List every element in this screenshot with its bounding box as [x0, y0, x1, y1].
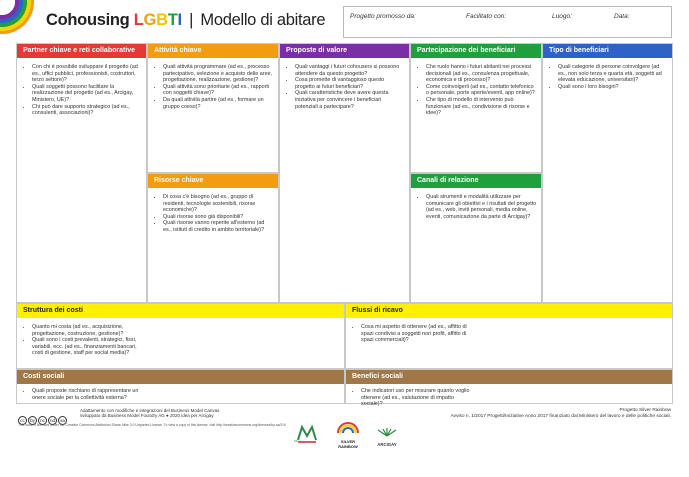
panel-partecipazione-title: Partecipazione dei beneficiari	[411, 44, 541, 58]
cc-by-icon: by	[28, 416, 37, 425]
list-item: • Come coinvolgerli (ad es., contatto telefonico o personale, porte aperte/eventi, app online)?	[426, 84, 537, 97]
panel-benefici-list	[352, 388, 471, 408]
list-item: • Cosa mi aspetto di ottenere (ad es., affitto di spazi condivisi a soggetti non profit, affitto di spazi commerciali)?	[361, 324, 471, 344]
list-item: • Che indicatori uso per misurare quanto voglio ottenere (ad es., valutazione di impatto sociale)?	[361, 388, 471, 408]
silver-rainbow-text: SILVER RAINBOW	[338, 439, 358, 449]
panel-canali-title: Canali di relazione	[411, 174, 541, 188]
panel-risorse-list	[154, 194, 274, 234]
cc-nd-icon: nd	[49, 418, 55, 423]
license-text	[80, 408, 260, 419]
meta-fields-box	[343, 6, 672, 38]
list-item: • Quali sono i loro bisogni?	[558, 84, 668, 91]
panel-costi-list	[23, 324, 142, 357]
panel-proposte-title: Proposte di valore	[280, 44, 409, 58]
list-item: • Con chi è possibile sviluppare il progetto (ad es., uffici pubblici, professionisti, costruttori, terzo settore)?	[32, 64, 142, 84]
title-letter-t: T	[167, 11, 178, 29]
page-title	[46, 11, 325, 30]
list-item: • Di cosa c'è bisogno (ad es., gruppo di residenti, tecnologie sostenibili, risorse economiche)?	[163, 194, 274, 214]
panel-partner-title: Partner chiave e reti collaborative	[17, 44, 146, 58]
project-credits	[395, 408, 671, 420]
panel-costi-sociali	[16, 369, 345, 404]
list-item: • Quali attività programmare (ad es., processo partecipativo, selezione e acquisto delle aree, progettazione, realizzazione, gestione)?	[163, 64, 274, 84]
panel-ricavo-list	[352, 324, 471, 344]
license-line-2: sviluppato da Business Model Foundry AG ● 2020 idea per Arcigay	[80, 413, 214, 419]
license-line-1: Adattamento con modifiche e integrazioni del Business Model Canvas	[80, 408, 220, 413]
panel-risorse-chiave	[147, 173, 279, 303]
field-facilitato[interactable]: Facilitato con:	[466, 13, 507, 20]
panel-partner-list	[23, 64, 142, 117]
panel-canali-list	[417, 194, 537, 220]
panel-benefici-sociali	[345, 369, 673, 408]
list-item: • Quali vantaggi i futuri cohousers si possono attendere da questo progetto?	[295, 64, 405, 77]
list-item: • Quali attività sono prioritarie (ad es., rapporti con soggetti chiave)?	[163, 84, 274, 97]
list-item: • Che ruolo hanno i futuri abitanti nei processi decisionali (ad es., consulenza progettuale, economica e di processo)?	[426, 64, 537, 84]
list-item: • Quanto mi costa (ad es., acquisizione, progettazione, costruzione, gestione)?	[32, 324, 142, 337]
panel-costi-sociali-list	[23, 388, 142, 401]
panel-risorse-title: Risorse chiave	[148, 174, 278, 188]
title-letter-l: L	[133, 11, 144, 29]
cc-nc-icon: nc	[38, 416, 47, 425]
title-letter-b: B	[156, 11, 168, 29]
list-item: • Quali risorse vanno reperite all'esterno (ad es., istituti di credito in ambito territoriale)?	[163, 220, 274, 233]
title-letter-g: G	[143, 11, 157, 29]
list-item: • Quali soggetti possono facilitare la realizzazione del progetto (ad es., Arcigay, Ministero, UE)?	[32, 84, 142, 104]
cc-icon: cc	[18, 416, 27, 425]
list-item: • Quali sono i costi prevalenti, strategici, fissi, variabili, ecc. (ad es., finanziamenti bancari, costi di gestione, staff per social media)?	[32, 337, 142, 357]
field-promosso[interactable]: Progetto promosso da:	[350, 13, 416, 20]
list-item: • Quali strumenti e modalità utilizzare per comunicare gli obiettivi e i risultati del progetto (ad es., web, inviti personali, media online, eventi, comunicazione da parte di Arcigay)?	[426, 194, 537, 220]
panel-attivita-title: Attività chiave	[148, 44, 278, 58]
panel-proposte-list	[286, 64, 405, 110]
list-item: • Quali proposte rischiano di rappresentare un onere sociale per la collettività esterna?	[32, 388, 142, 401]
title-letter-i: I	[177, 11, 182, 29]
title-separator: |	[189, 11, 194, 29]
title-main: Cohousing	[46, 11, 130, 29]
project-name: Progetto Silver Rainbow	[619, 408, 671, 413]
funding-text: Avviso n. 1/2017 Progetti/Iniziative Anno 2017 finanziato dal Ministero del lavoro e delle politiche sociali.	[450, 414, 671, 419]
list-item: • Che tipo di modello di intervento può funzionare (ad es., condivisione di risorse e idee)?	[426, 97, 537, 117]
cc-sa-icon: sa	[58, 416, 67, 425]
list-item: • Quali risorse sono già disponibili?	[163, 214, 274, 221]
panel-tipo-beneficiari	[542, 43, 673, 303]
panel-proposte-valore	[279, 43, 410, 303]
panel-canali-relazione	[410, 173, 542, 303]
field-data[interactable]: Data:	[614, 13, 630, 20]
panel-struttura-costi	[16, 303, 345, 369]
panel-ricavo-title: Flussi di ricavo	[346, 304, 672, 318]
ministero-logo-text: ML	[294, 439, 299, 443]
panel-tipo-list	[549, 64, 668, 90]
panel-flussi-ricavo	[345, 303, 673, 369]
silver-rainbow-logo	[336, 420, 360, 449]
panel-partecipazione	[410, 43, 542, 173]
list-item: • Quali categorie di persone coinvolgere (ad es., non solo terza e quarta età, soggetti ad elevata educazione, universitari)?	[558, 64, 668, 84]
list-item: • Cosa promette di vantaggioso questo progetto ai futuri beneficiari?	[295, 77, 405, 90]
list-item: • Quali caratteristiche deve avere questa iniziativa per convincere i beneficiari potenziali a partecipare?	[295, 90, 405, 110]
ministero-logo	[296, 424, 318, 444]
panel-costi-sociali-title: Costi sociali	[17, 370, 344, 384]
panel-costi-title: Struttura dei costi	[17, 304, 344, 318]
panel-benefici-title: Benefici sociali	[346, 370, 672, 384]
panel-attivita-list	[154, 64, 274, 110]
arcigay-logo	[374, 424, 400, 447]
list-item: • Chi può dare supporto strategico (ad es., consulenti, associazioni)?	[32, 104, 142, 117]
list-item: • Da quali attività partire (ad es., formare un gruppo coeso)?	[163, 97, 274, 110]
field-luogo[interactable]: Luogo:	[552, 13, 572, 20]
panel-partner-chiave	[16, 43, 147, 303]
arcigay-text: ARCIGAY	[377, 442, 397, 447]
panel-attivita-chiave	[147, 43, 279, 173]
panel-tipo-title: Tipo di beneficiari	[543, 44, 672, 58]
rainbow-logo	[0, 0, 34, 34]
license-small-text: This work is licensed under the Creative Commons Attribution-Share Alike 3.0 Unported License. To view a copy of this license, visit http://creativecommons.org/licenses/by-sa/3.0/	[18, 423, 287, 427]
panel-partecipazione-list	[417, 64, 537, 117]
title-subtitle: Modello di abitare	[200, 11, 326, 29]
